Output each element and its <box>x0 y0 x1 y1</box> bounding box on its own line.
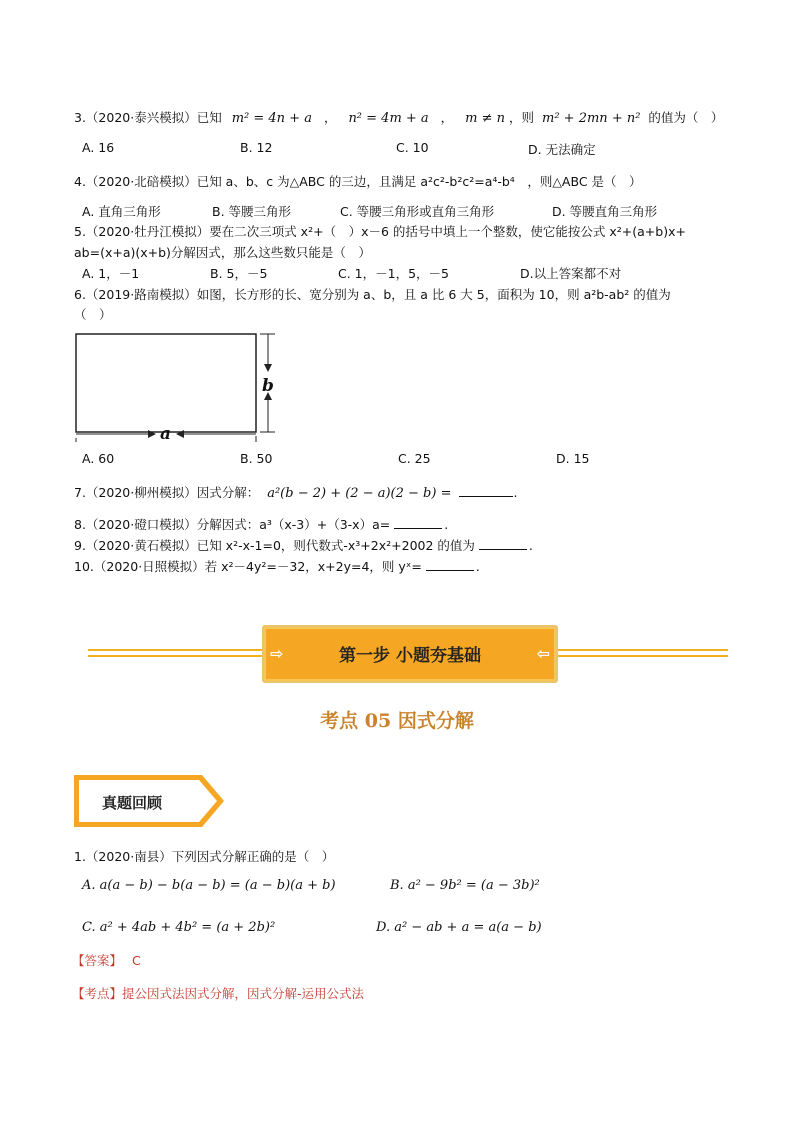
q5-option-d: D.以上答案都不对 <box>520 266 622 281</box>
q9-text: 9.（2020·黄石模拟）已知 x²-x-1=0，则代数式-x³+2x²+2002 的值为 <box>74 538 475 553</box>
q4-option-a: A. 直角三角形 <box>82 204 161 219</box>
answer-line <box>72 951 141 969</box>
question-5-line-1: 5.（2020·牡丹江模拟）要在二次三项式 x²+（ ）x－6 的括号中填上一个整数，使它能按公式 x²+(a+b)x+ <box>74 224 686 239</box>
q3-option-b: B. 12 <box>240 140 273 155</box>
review-q1-option-a: A. a(a − b) − b(a − b) = (a − b)(a + b) <box>82 878 336 893</box>
answer-value: C <box>132 953 141 968</box>
review-question-1: 1.（2020·南县）下列因式分解正确的是（ ） <box>74 849 335 864</box>
question-3: 3.（2020·泰兴模拟）已知 m² = 4n + a ， n² = 4m + a ， m ≠ n ，则 m² + 2mn + n² 的值为（ ） <box>74 110 724 126</box>
q4-option-b: B. 等腰三角形 <box>212 204 292 219</box>
q3-expr: m² + 2mn + n² <box>542 111 641 126</box>
q7-suffix: . <box>513 485 518 500</box>
q3-eq3: m ≠ n <box>465 111 506 126</box>
q7-prefix: 7.（2020·柳州模拟）因式分解： <box>74 485 260 500</box>
q3-suffix: 的值为（ ） <box>648 110 724 125</box>
q10-suffix: . <box>475 559 480 574</box>
q3-prefix: 3.（2020·泰兴模拟）已知 <box>74 110 222 125</box>
banner-line-left-bottom <box>88 655 262 657</box>
q8-text: 8.（2020·磴口模拟）分解因式：a³（x-3）+（3-x）a= <box>74 517 391 532</box>
answer-label: 【答案】 <box>72 953 123 968</box>
banner-line-left-top <box>88 649 262 651</box>
point-label: 【考点】 <box>72 986 123 1001</box>
q3-option-a: A. 16 <box>82 140 115 155</box>
question-4: 4.（2020·北碚模拟）已知 a、b、c 为△ABC 的三边，且满足 a²c²-b²c²=a⁴-b⁴ ，则△ABC 是（ ） <box>74 174 642 189</box>
review-q1-option-d: D. a² − ab + a = a(a − b) <box>376 920 542 935</box>
q6-option-a: A. 60 <box>82 451 115 466</box>
banner-line-right-top <box>554 649 728 651</box>
banner-title: 第一步 小题夯基础 <box>339 646 481 666</box>
question-10 <box>74 557 480 575</box>
q9-answer-blank[interactable] <box>479 539 527 550</box>
review-q1-option-b: B. a² − 9b² = (a − 3b)² <box>390 878 540 893</box>
question-5-line-2: ab=(x+a)(x+b)分解因式，那么这些数只能是（ ） <box>74 245 371 260</box>
question-6-line-1: 6.（2019·路南模拟）如图，长方形的长、宽分别为 a、b，且 a 比 6 大 5，面积为 10，则 a²b-ab² 的值为 <box>74 287 671 302</box>
question-8 <box>74 515 448 533</box>
q4-option-d: D. 等腰直角三角形 <box>552 204 658 219</box>
question-6-line-2: （ ） <box>74 307 112 322</box>
q5-option-a: A. 1，－1 <box>82 266 140 281</box>
step-banner <box>262 625 558 683</box>
figure-label-a: a <box>160 424 172 444</box>
review-tag <box>74 775 224 827</box>
q7-answer-blank[interactable] <box>459 486 513 497</box>
q9-suffix: . <box>528 538 533 553</box>
q3-option-d: D. 无法确定 <box>528 142 596 157</box>
section-title: 考点 05 因式分解 <box>320 710 474 732</box>
q3-option-c: C. 10 <box>396 140 429 155</box>
q3-mid: ，则 <box>509 110 535 125</box>
q6-option-c: C. 25 <box>398 451 431 466</box>
question-7 <box>74 483 517 501</box>
figure-label-b: b <box>262 376 274 396</box>
point-value: 提公因式法因式分解，因式分解-运用公式法 <box>122 986 365 1001</box>
q5-option-b: B. 5，－5 <box>210 266 268 281</box>
question-9 <box>74 536 533 554</box>
review-q1-option-c: C. a² + 4ab + 4b² = (a + 2b)² <box>82 920 276 935</box>
tag-label: 真题回顾 <box>102 794 163 812</box>
double-chevron-right-icon: ⇨ <box>270 644 284 663</box>
q6-option-d: D. 15 <box>556 451 590 466</box>
double-chevron-left-icon: ⇦ <box>536 644 550 663</box>
q8-suffix: . <box>444 517 449 532</box>
point-line <box>72 984 364 1002</box>
q4-option-c: C. 等腰三角形或直角三角形 <box>340 204 495 219</box>
q10-answer-blank[interactable] <box>426 560 474 571</box>
q3-eq1: m² = 4n + a <box>231 111 312 126</box>
banner-line-right-bottom <box>554 655 728 657</box>
q6-option-b: B. 50 <box>240 451 273 466</box>
q7-expr: a²(b − 2) + (2 − a)(2 − b) = <box>267 486 452 501</box>
q5-option-c: C. 1，－1，5，－5 <box>338 266 449 281</box>
rectangle-figure <box>72 330 287 445</box>
q3-eq2: n² = 4m + a <box>348 111 429 126</box>
q10-text: 10.（2020·日照模拟）若 x²－4y²=－32，x+2y=4，则 yˣ= <box>74 559 422 574</box>
q8-answer-blank[interactable] <box>394 518 442 529</box>
